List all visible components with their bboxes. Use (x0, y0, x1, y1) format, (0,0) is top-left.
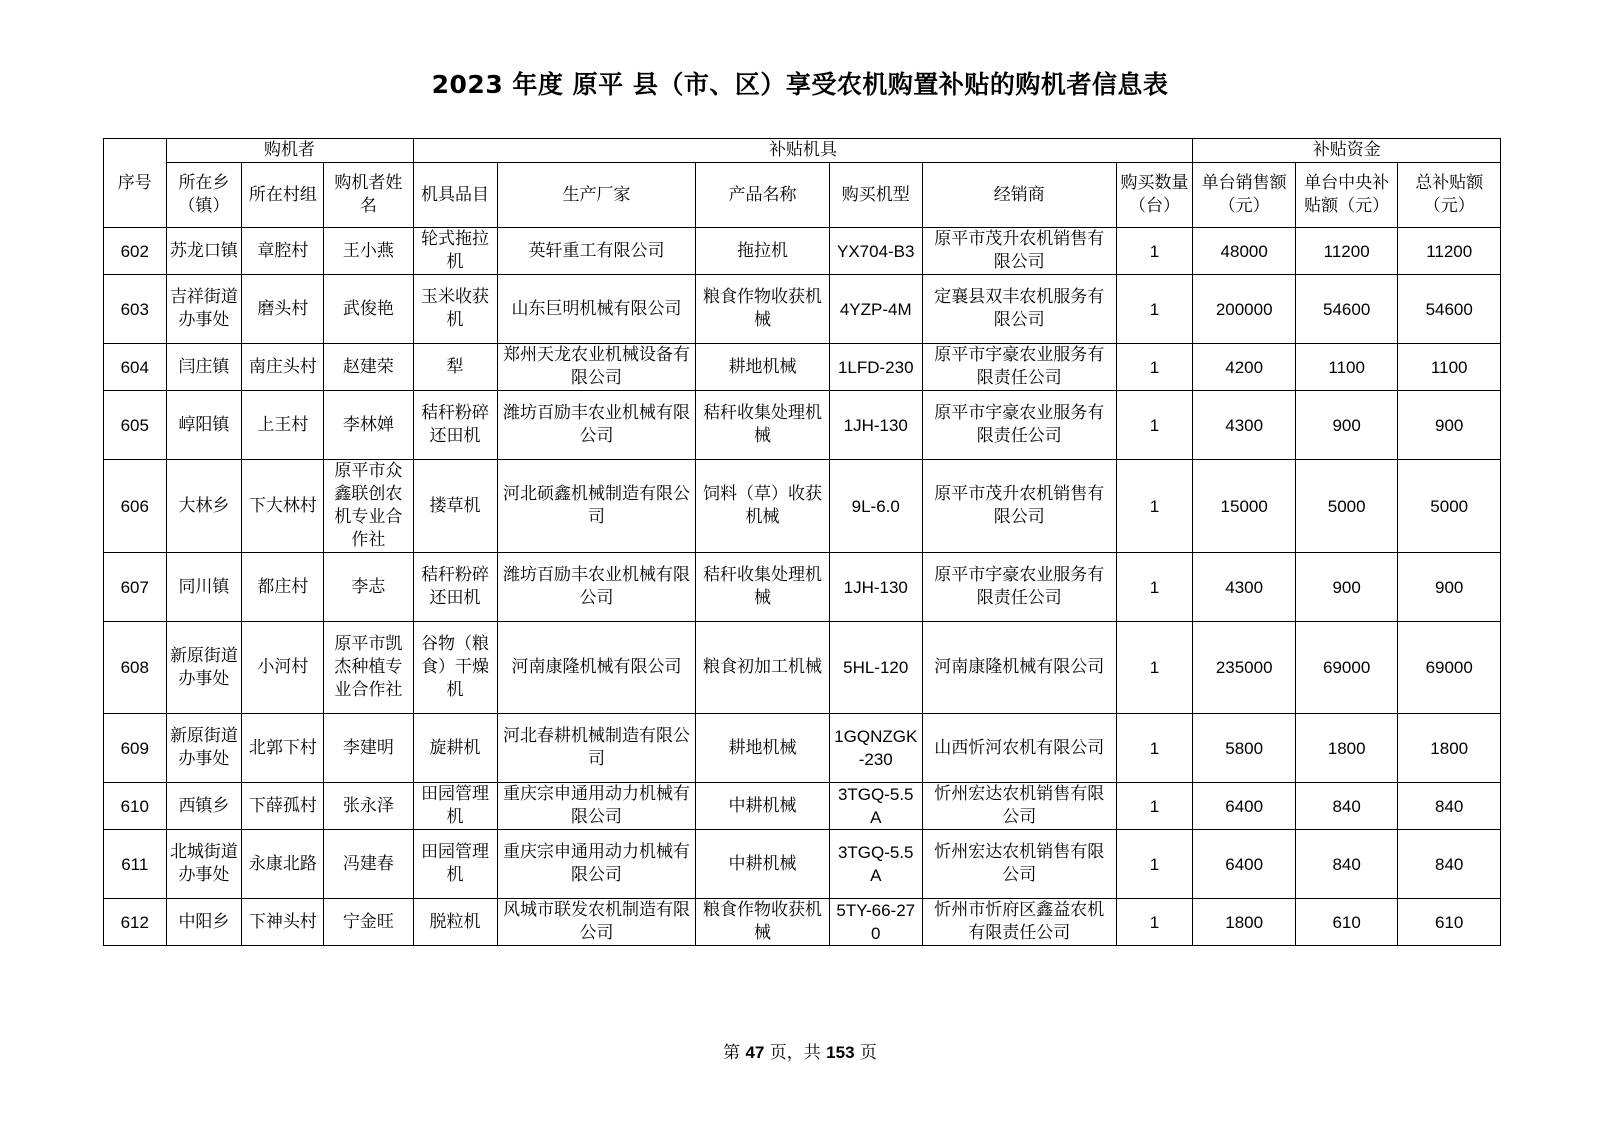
cell-price: 235000 (1193, 622, 1295, 714)
cell-buyer: 原平市众鑫联创农机专业合作社 (324, 460, 413, 553)
cell-total: 54600 (1398, 275, 1501, 344)
table-row (104, 228, 1501, 275)
table-row (104, 553, 1501, 622)
table-row (104, 830, 1501, 899)
col-header-product: 产品名称 (696, 163, 829, 228)
cell-product: 粮食作物收获机械 (696, 899, 829, 946)
cell-product: 中耕机械 (696, 783, 829, 830)
cell-qty: 1 (1116, 275, 1193, 344)
cell-maker: 山东巨明机械有限公司 (497, 275, 696, 344)
cell-seq: 604 (104, 344, 167, 391)
cell-village: 小河村 (242, 622, 324, 714)
cell-village: 南庄头村 (242, 344, 324, 391)
col-header-town: 所在乡（镇） (166, 163, 242, 228)
cell-price: 15000 (1193, 460, 1295, 553)
cell-qty: 1 (1116, 830, 1193, 899)
cell-product: 秸秆收集处理机械 (696, 553, 829, 622)
cell-category: 田园管理机 (413, 783, 497, 830)
cell-maker: 河北硕鑫机械制造有限公司 (497, 460, 696, 553)
cell-village: 下神头村 (242, 899, 324, 946)
cell-buyer: 王小燕 (324, 228, 413, 275)
table-row (104, 783, 1501, 830)
cell-product: 耕地机械 (696, 344, 829, 391)
footer-total-pages: 153 (826, 1043, 855, 1062)
cell-model: 1LFD-230 (829, 344, 922, 391)
cell-product: 拖拉机 (696, 228, 829, 275)
cell-seq: 606 (104, 460, 167, 553)
footer-prefix: 第 (723, 1043, 741, 1063)
cell-seq: 609 (104, 714, 167, 783)
cell-price: 4200 (1193, 344, 1295, 391)
cell-category: 玉米收获机 (413, 275, 497, 344)
cell-maker: 重庆宗申通用动力机械有限公司 (497, 783, 696, 830)
cell-category: 旋耕机 (413, 714, 497, 783)
cell-total: 900 (1398, 391, 1501, 460)
cell-price: 200000 (1193, 275, 1295, 344)
cell-seq: 607 (104, 553, 167, 622)
cell-dealer: 忻州市忻府区鑫益农机有限责任公司 (922, 899, 1116, 946)
table-row (104, 275, 1501, 344)
cell-town: 大林乡 (166, 460, 242, 553)
table-row (104, 714, 1501, 783)
cell-total: 840 (1398, 830, 1501, 899)
cell-price: 6400 (1193, 830, 1295, 899)
cell-price: 1800 (1193, 899, 1295, 946)
cell-seq: 610 (104, 783, 167, 830)
cell-category: 犁 (413, 344, 497, 391)
cell-seq: 612 (104, 899, 167, 946)
cell-seq: 611 (104, 830, 167, 899)
cell-town: 崞阳镇 (166, 391, 242, 460)
col-header-category: 机具品目 (413, 163, 497, 228)
group-header-row (104, 139, 1501, 163)
cell-product: 粮食初加工机械 (696, 622, 829, 714)
cell-dealer: 原平市宇豪农业服务有限责任公司 (922, 391, 1116, 460)
cell-village: 磨头村 (242, 275, 324, 344)
cell-village: 永康北路 (242, 830, 324, 899)
cell-maker: 潍坊百励丰农业机械有限公司 (497, 553, 696, 622)
cell-town: 西镇乡 (166, 783, 242, 830)
cell-central: 54600 (1295, 275, 1397, 344)
table-row (104, 899, 1501, 946)
cell-buyer: 武俊艳 (324, 275, 413, 344)
cell-category: 脱粒机 (413, 899, 497, 946)
cell-qty: 1 (1116, 553, 1193, 622)
cell-seq: 605 (104, 391, 167, 460)
cell-model: 1JH-130 (829, 553, 922, 622)
cell-model: 3TGQ-5.5A (829, 783, 922, 830)
cell-total: 1100 (1398, 344, 1501, 391)
cell-seq: 608 (104, 622, 167, 714)
cell-product: 耕地机械 (696, 714, 829, 783)
group-header-funds: 补贴资金 (1193, 139, 1501, 163)
group-header-machine: 补贴机具 (413, 139, 1193, 163)
cell-price: 4300 (1193, 391, 1295, 460)
cell-total: 69000 (1398, 622, 1501, 714)
cell-total: 840 (1398, 783, 1501, 830)
cell-total: 1800 (1398, 714, 1501, 783)
cell-maker: 河北春耕机械制造有限公司 (497, 714, 696, 783)
cell-maker: 风城市联发农机制造有限公司 (497, 899, 696, 946)
cell-product: 秸秆收集处理机械 (696, 391, 829, 460)
cell-total: 5000 (1398, 460, 1501, 553)
cell-maker: 河南康隆机械有限公司 (497, 622, 696, 714)
cell-total: 900 (1398, 553, 1501, 622)
cell-village: 下大林村 (242, 460, 324, 553)
cell-town: 闫庄镇 (166, 344, 242, 391)
cell-central: 900 (1295, 391, 1397, 460)
subsidy-table (103, 138, 1501, 946)
cell-central: 840 (1295, 783, 1397, 830)
cell-product: 饲料（草）收获机械 (696, 460, 829, 553)
page-footer (0, 1041, 1600, 1065)
cell-dealer: 山西忻河农机有限公司 (922, 714, 1116, 783)
col-header-maker: 生产厂家 (497, 163, 696, 228)
cell-price: 48000 (1193, 228, 1295, 275)
cell-town: 苏龙口镇 (166, 228, 242, 275)
cell-dealer: 原平市宇豪农业服务有限责任公司 (922, 344, 1116, 391)
cell-dealer: 忻州宏达农机销售有限公司 (922, 830, 1116, 899)
cell-qty: 1 (1116, 622, 1193, 714)
col-header-qty: 购买数量（台） (1116, 163, 1193, 228)
cell-buyer: 李志 (324, 553, 413, 622)
footer-page-number: 47 (745, 1043, 765, 1062)
cell-dealer: 定襄县双丰农机服务有限公司 (922, 275, 1116, 344)
cell-qty: 1 (1116, 783, 1193, 830)
cell-qty: 1 (1116, 714, 1193, 783)
cell-qty: 1 (1116, 391, 1193, 460)
cell-qty: 1 (1116, 460, 1193, 553)
cell-buyer: 宁金旺 (324, 899, 413, 946)
table-row (104, 460, 1501, 553)
cell-maker: 潍坊百励丰农业机械有限公司 (497, 391, 696, 460)
cell-category: 搂草机 (413, 460, 497, 553)
col-header-central: 单台中央补贴额（元） (1295, 163, 1397, 228)
footer-suffix: 页 (859, 1043, 877, 1063)
table-row (104, 622, 1501, 714)
cell-central: 610 (1295, 899, 1397, 946)
cell-central: 900 (1295, 553, 1397, 622)
cell-qty: 1 (1116, 344, 1193, 391)
cell-maker: 重庆宗申通用动力机械有限公司 (497, 830, 696, 899)
cell-central: 1800 (1295, 714, 1397, 783)
cell-price: 6400 (1193, 783, 1295, 830)
group-header-buyer: 购机者 (166, 139, 413, 163)
cell-model: YX704-B3 (829, 228, 922, 275)
table-row (104, 391, 1501, 460)
cell-model: 5TY-66-270 (829, 899, 922, 946)
col-header-price: 单台销售额（元） (1193, 163, 1295, 228)
col-header-village: 所在村组 (242, 163, 324, 228)
col-header-seq: 序号 (104, 139, 167, 228)
cell-central: 69000 (1295, 622, 1397, 714)
cell-category: 谷物（粮食）干燥机 (413, 622, 497, 714)
cell-buyer: 李建明 (324, 714, 413, 783)
cell-dealer: 原平市宇豪农业服务有限责任公司 (922, 553, 1116, 622)
column-header-row (104, 163, 1501, 228)
cell-price: 4300 (1193, 553, 1295, 622)
cell-town: 新原街道办事处 (166, 714, 242, 783)
cell-buyer: 赵建荣 (324, 344, 413, 391)
cell-maker: 英轩重工有限公司 (497, 228, 696, 275)
cell-model: 1GQNZGK-230 (829, 714, 922, 783)
cell-model: 3TGQ-5.5A (829, 830, 922, 899)
cell-town: 新原街道办事处 (166, 622, 242, 714)
cell-product: 中耕机械 (696, 830, 829, 899)
cell-village: 都庄村 (242, 553, 324, 622)
col-header-buyer-name: 购机者姓名 (324, 163, 413, 228)
cell-dealer: 忻州宏达农机销售有限公司 (922, 783, 1116, 830)
cell-buyer: 李林婵 (324, 391, 413, 460)
cell-total: 11200 (1398, 228, 1501, 275)
cell-central: 11200 (1295, 228, 1397, 275)
cell-village: 北郭下村 (242, 714, 324, 783)
cell-central: 1100 (1295, 344, 1397, 391)
cell-category: 田园管理机 (413, 830, 497, 899)
cell-product: 粮食作物收获机械 (696, 275, 829, 344)
cell-category: 秸秆粉碎还田机 (413, 553, 497, 622)
cell-model: 4YZP-4M (829, 275, 922, 344)
cell-town: 吉祥街道办事处 (166, 275, 242, 344)
cell-maker: 郑州天龙农业机械设备有限公司 (497, 344, 696, 391)
cell-category: 轮式拖拉机 (413, 228, 497, 275)
table-row (104, 344, 1501, 391)
cell-town: 中阳乡 (166, 899, 242, 946)
cell-seq: 602 (104, 228, 167, 275)
cell-buyer: 冯建春 (324, 830, 413, 899)
col-header-total: 总补贴额（元） (1398, 163, 1501, 228)
cell-central: 840 (1295, 830, 1397, 899)
footer-middle: 页，共 (769, 1043, 821, 1063)
cell-village: 上王村 (242, 391, 324, 460)
cell-town: 北城街道办事处 (166, 830, 242, 899)
cell-model: 5HL-120 (829, 622, 922, 714)
cell-qty: 1 (1116, 228, 1193, 275)
cell-village: 下薛孤村 (242, 783, 324, 830)
cell-dealer: 原平市茂升农机销售有限公司 (922, 228, 1116, 275)
page-title: 2023 年度 原平 县（市、区）享受农机购置补贴的购机者信息表 (431, 70, 1169, 99)
cell-total: 610 (1398, 899, 1501, 946)
cell-dealer: 原平市茂升农机销售有限公司 (922, 460, 1116, 553)
cell-seq: 603 (104, 275, 167, 344)
cell-village: 章腔村 (242, 228, 324, 275)
cell-model: 1JH-130 (829, 391, 922, 460)
cell-qty: 1 (1116, 899, 1193, 946)
cell-central: 5000 (1295, 460, 1397, 553)
col-header-model: 购买机型 (829, 163, 922, 228)
cell-dealer: 河南康隆机械有限公司 (922, 622, 1116, 714)
cell-buyer: 原平市凯杰种植专业合作社 (324, 622, 413, 714)
cell-buyer: 张永泽 (324, 783, 413, 830)
cell-town: 同川镇 (166, 553, 242, 622)
cell-price: 5800 (1193, 714, 1295, 783)
cell-model: 9L-6.0 (829, 460, 922, 553)
col-header-dealer: 经销商 (922, 163, 1116, 228)
cell-category: 秸秆粉碎还田机 (413, 391, 497, 460)
